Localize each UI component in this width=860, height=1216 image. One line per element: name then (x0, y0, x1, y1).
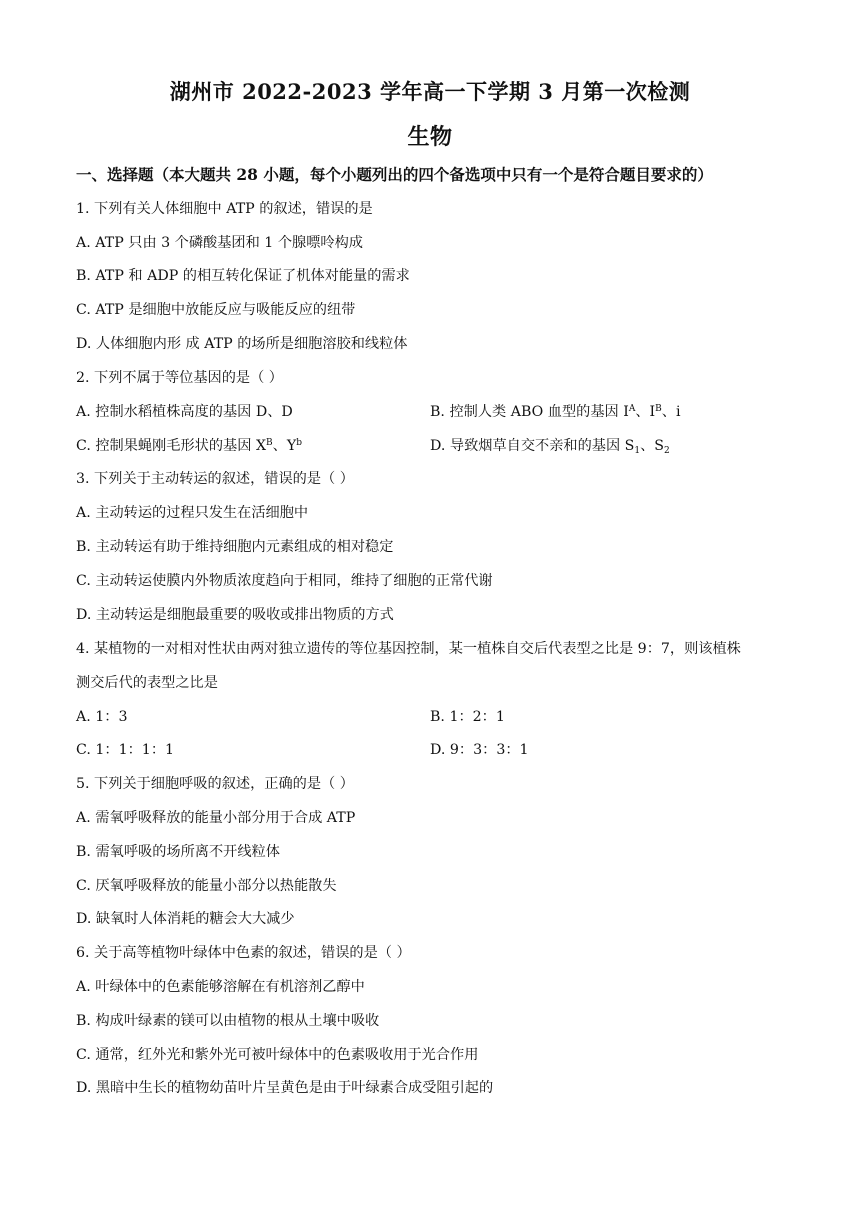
question-6-option-d: D. 黑暗中生长的植物幼苗叶片呈黄色是由于叶绿素合成受阻引起的 (76, 1080, 494, 1096)
option-text: D. 导致烟草自交不亲和的基因 S (430, 438, 635, 454)
subscript: 1 (634, 446, 641, 456)
question-3-option-d: D. 主动转运是细胞最重要的吸收或排出物质的方式 (76, 607, 394, 623)
question-1-stem: 1. 下列有关人体细胞中 ATP 的叙述，错误的是 (76, 201, 373, 217)
question-4-option-d: D. 9：3：3：1 (430, 742, 529, 758)
option-text: 、i (661, 404, 681, 420)
question-5-option-c: C. 厌氧呼吸释放的能量小部分以热能散失 (76, 878, 337, 894)
question-4-stem-line-2: 测交后代的表型之比是 (76, 675, 218, 691)
question-5-option-a: A. 需氧呼吸释放的能量小部分用于合成 ATP (76, 810, 356, 826)
question-2-stem: 2. 下列不属于等位基因的是（ ） (76, 370, 283, 386)
option-text: B. 控制人类 ABO 血型的基因 I (430, 404, 629, 420)
question-2-option-c (76, 435, 302, 455)
subscript: 2 (664, 446, 670, 456)
question-1-option-a: A. ATP 只由 3 个磷酸基团和 1 个腺嘌呤构成 (76, 235, 363, 251)
question-1-option-d: D. 人体细胞内形 成 ATP 的场所是细胞溶胶和线粒体 (76, 336, 408, 352)
superscript: A (628, 404, 636, 414)
question-2-option-d (430, 435, 670, 456)
question-6-stem: 6. 关于高等植物叶绿体中色素的叙述，错误的是（ ） (76, 945, 411, 961)
question-3-option-a: A. 主动转运的过程只发生在活细胞中 (76, 505, 309, 521)
question-4-option-c: C. 1：1：1：1 (76, 742, 175, 758)
question-4-option-a: A. 1：3 (76, 709, 128, 725)
option-text: 、S (640, 438, 665, 454)
superscript: B (266, 438, 273, 448)
question-1-option-c: C. ATP 是细胞中放能反应与吸能反应的纽带 (76, 302, 356, 318)
question-3-option-c: C. 主动转运使膜内外物质浓度趋向于相同，维持了细胞的正常代谢 (76, 573, 493, 589)
question-1-option-b: B. ATP 和 ADP 的相互转化保证了机体对能量的需求 (76, 268, 410, 284)
question-5-option-b: B. 需氧呼吸的场所离不开线粒体 (76, 844, 280, 860)
question-2-option-a: A. 控制水稻植株高度的基因 D、D (76, 404, 293, 420)
question-5-option-d: D. 缺氧时人体消耗的糖会大大减少 (76, 911, 295, 927)
option-text: 、Y (272, 438, 297, 454)
superscript: b (296, 438, 302, 448)
superscript: B (655, 404, 662, 414)
question-3-option-b: B. 主动转运有助于维持细胞内元素组成的相对稳定 (76, 539, 394, 555)
question-6-option-c: C. 通常，红外光和紫外光可被叶绿体中的色素吸收用于光合作用 (76, 1047, 479, 1063)
question-6-option-b: B. 构成叶绿素的镁可以由植物的根从土壤中吸收 (76, 1013, 380, 1029)
option-text: C. 控制果蝇刚毛形状的基因 X (76, 438, 267, 454)
question-3-stem: 3. 下列关于主动转运的叙述，错误的是（ ） (76, 471, 354, 487)
question-2-option-b (430, 401, 681, 421)
question-4-stem-line-1: 4. 某植物的一对相对性状由两对独立遗传的等位基因控制，某一植株自交后代表型之比是 9：7，则该植株 (76, 641, 741, 657)
question-5-stem: 5. 下列关于细胞呼吸的叙述，正确的是（ ） (76, 776, 354, 792)
question-4-option-b: B. 1：2：1 (430, 709, 505, 725)
exam-title: 湖州市 2022-2023 学年高一下学期 3 月第一次检测 (169, 79, 691, 104)
section-heading: 一、选择题（本大题共 28 小题，每个小题列出的四个备选项中只有一个是符合题目要求的） (76, 165, 713, 184)
option-text: 、I (635, 404, 656, 420)
subject-title: 生物 (407, 124, 453, 150)
question-6-option-a: A. 叶绿体中的色素能够溶解在有机溶剂乙醇中 (76, 979, 365, 995)
